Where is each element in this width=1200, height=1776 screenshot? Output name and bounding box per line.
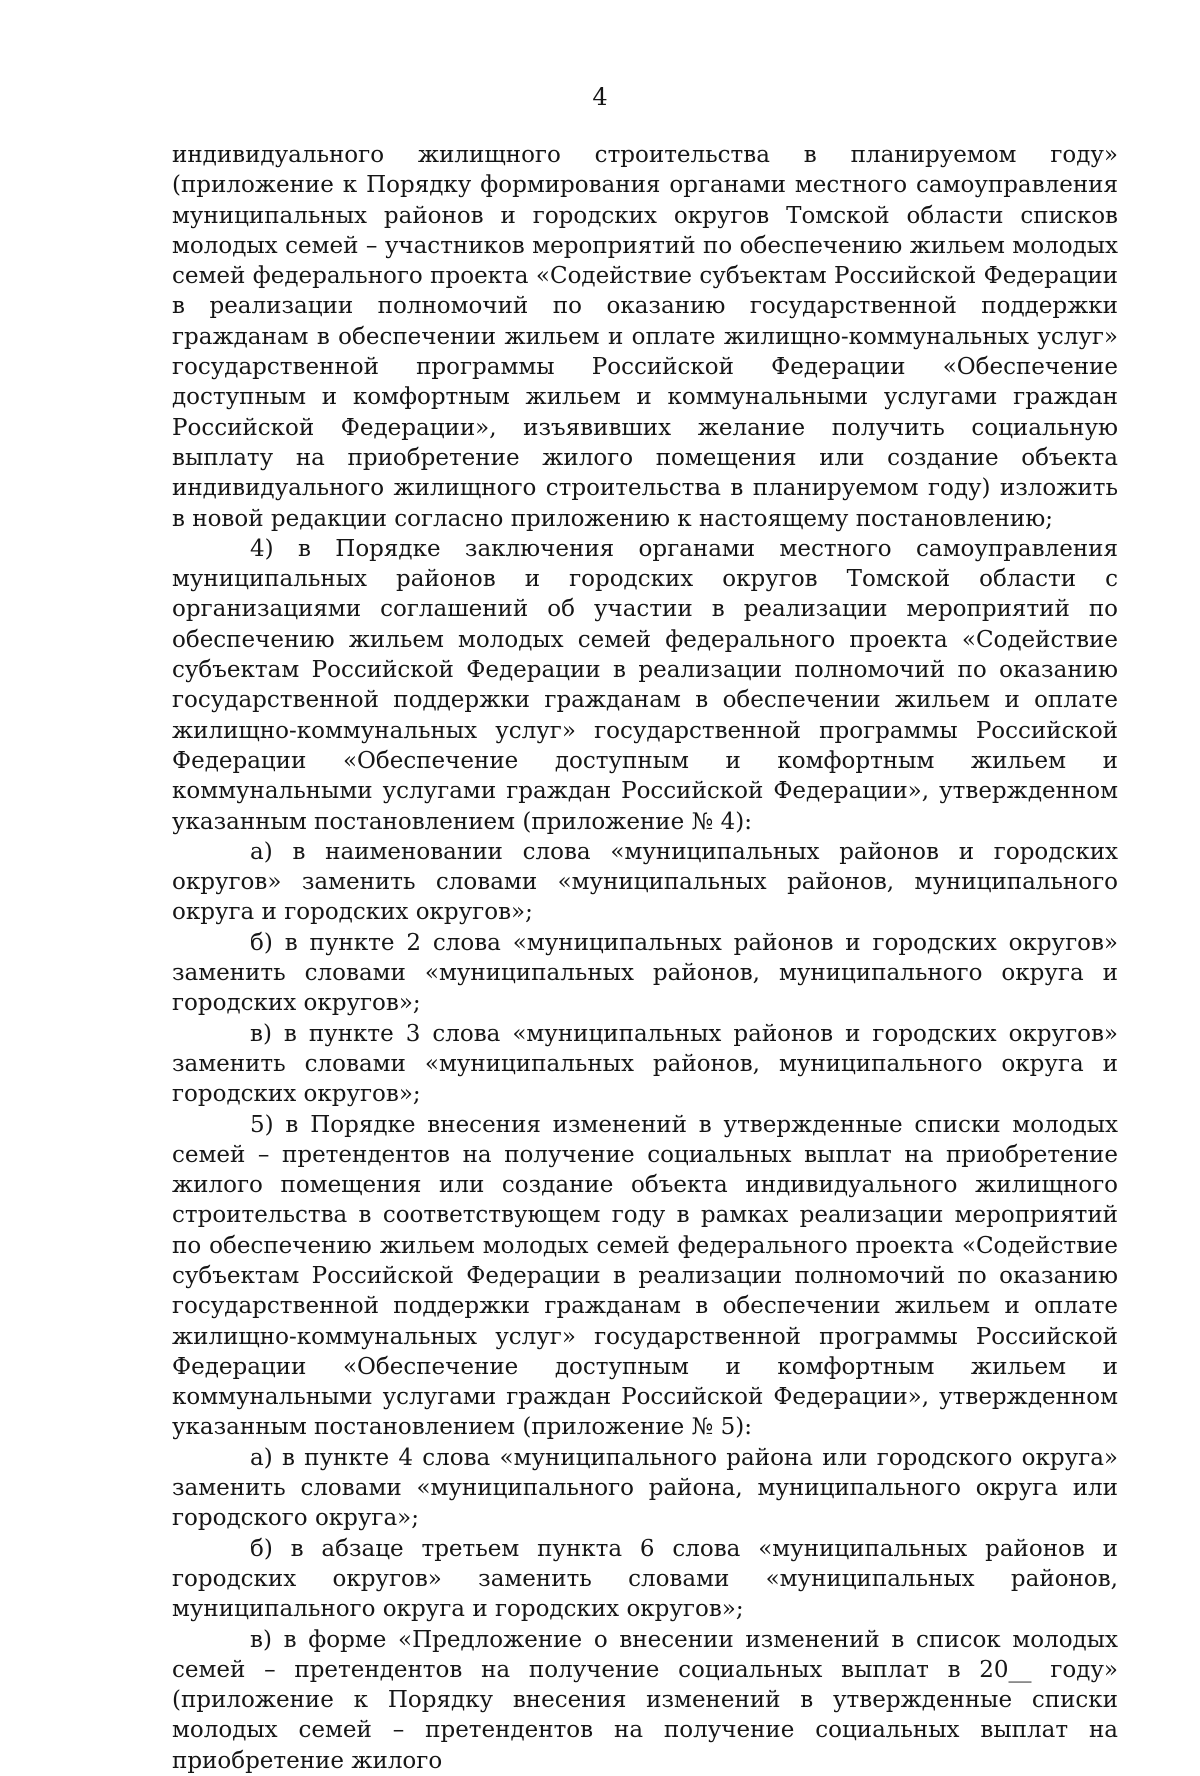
paragraph-item-5b: б) в абзаце третьем пункта 6 слова «муниципальных районов и городских округов» заменить словами «муниципальных районов, муниципального округа и городских округов»; (172, 1535, 1118, 1623)
paragraph-continuation: индивидуального жилищного строительства в планируемом году» (приложение к Порядку формирования органами местного самоуправления муниципальных районов и городских округов Томской области списков молодых семей – участников мероприятий по обеспечению жильем молодых семей федерального проекта «Содействие субъектам Российской Федерации в реализации полномочий по оказанию государственной поддержки гражданам в обеспечении жильем и оплате жилищно-коммунальных услуг» государственной программы Российской Федерации «Обеспечение доступным и комфортным жильем и коммунальными услугами граждан Российской Федерации», изъявивших желание получить социальную выплату на приобретение жилого помещения или создание объекта индивидуального жилищного строительства в планируемом году) изложить в новой редакции согласно приложению к настоящему постановлению; (172, 142, 1118, 532)
paragraph-item-5a: а) в пункте 4 слова «муниципального района или городского округа» заменить словами «муниципального района, муниципального округа или городского округа»; (172, 1444, 1118, 1532)
paragraph-item-5v: в) в форме «Предложение о внесении изменений в список молодых семей – претендентов на получение социальных выплат в 20__ году» (приложение к Порядку внесения изменений в утвержденные списки молодых семей – претендентов на получение социальных выплат на приобретение жилого (172, 1626, 1118, 1774)
paragraph-item-4v: в) в пункте 3 слова «муниципальных районов и городских округов» заменить словами «муниципальных районов, муниципального округа и городских округов»; (172, 1020, 1118, 1108)
paragraph-item-5: 5) в Порядке внесения изменений в утвержденные списки молодых семей – претендентов на получение социальных выплат на приобретение жилого помещения или создание объекта индивидуального жилищного строительства в соответствующем году в рамках реализации мероприятий по обеспечению жильем молодых семей федерального проекта «Содействие субъектам Российской Федерации в реализации полномочий по оказанию государственной поддержки гражданам в обеспечении жильем и оплате жилищно-коммунальных услуг» государственной программы Российской Федерации «Обеспечение доступным и комфортным жильем и коммунальными услугами граждан Российской Федерации», утвержденном указанным постановлением (приложение № 5): (172, 1111, 1118, 1441)
page-number: 4 (592, 83, 608, 111)
paragraph-item-4: 4) в Порядке заключения органами местного самоуправления муниципальных районов и городских округов Томской области с организациями соглашений об участии в реализации мероприятий по обеспечению жильем молодых семей федерального проекта «Содействие субъектам Российской Федерации в реализации полномочий по оказанию государственной поддержки гражданам в обеспечении жильем и оплате жилищно-коммунальных услуг» государственной программы Российской Федерации «Обеспечение доступным и комфортным жильем и коммунальными услугами граждан Российской Федерации», утвержденном указанным постановлением (приложение № 4): (172, 535, 1118, 835)
document-body (172, 140, 1118, 1776)
paragraph-item-4b: б) в пункте 2 слова «муниципальных районов и городских округов» заменить словами «муниципальных районов, муниципального округа и городских округов»; (172, 929, 1118, 1017)
paragraph-item-4a: а) в наименовании слова «муниципальных районов и городских округов» заменить словами «муниципальных районов, муниципального округа и городских округов»; (172, 838, 1118, 926)
